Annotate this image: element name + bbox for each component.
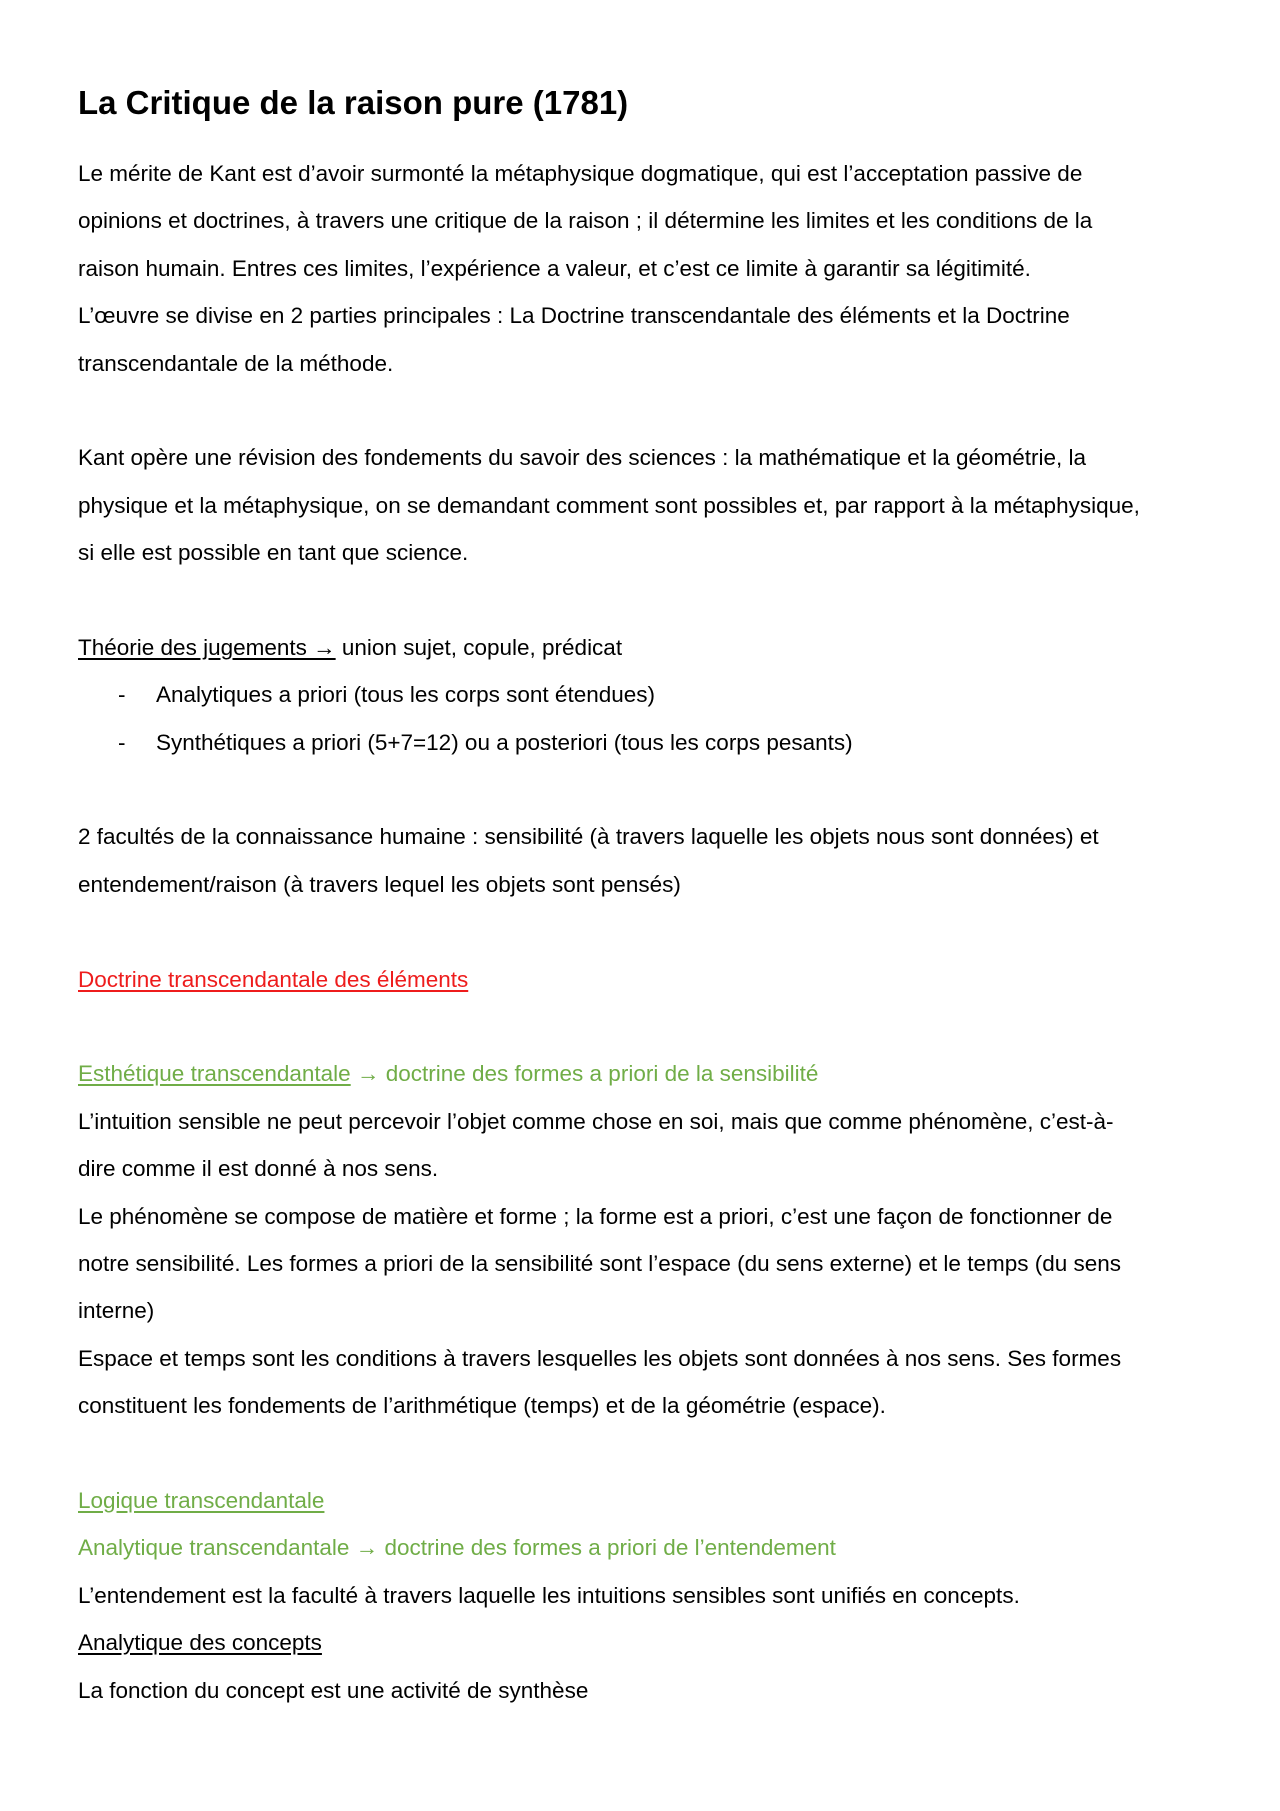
logique-heading: Logique transcendantale — [78, 1487, 325, 1513]
text-line: si elle est possible en tant que science. — [78, 540, 469, 566]
text-line: L’intuition sensible ne peut percevoir l’objet comme chose en soi, mais que comme phénomène, c’est-à- — [78, 1108, 1114, 1134]
text-line: transcendantale de la méthode. — [78, 350, 394, 376]
spacer — [78, 908, 1208, 955]
logique-section — [78, 1477, 1208, 1714]
analytique-heading: Analytique transcendantale → doctrine des formes a priori de l’entendement — [78, 1535, 836, 1561]
spacer — [78, 1003, 1208, 1050]
text-line: raison humain. Entres ces limites, l’expérience a valeur, et c’est ce limite à garantir sa légitimité. — [78, 255, 1031, 281]
bullet-dash: - — [118, 682, 126, 708]
text-line: La fonction du concept est une activité de synthèse — [78, 1677, 589, 1703]
facultes-paragraph — [78, 813, 1208, 908]
text-line: Kant opère une révision des fondements du savoir des sciences : la mathématique et la géométrie, la — [78, 445, 1087, 471]
intro-paragraph — [78, 150, 1208, 387]
concepts-heading: Analytique des concepts — [78, 1630, 322, 1656]
spacer — [78, 766, 1208, 813]
text-line: entendement/raison (à travers lequel les objets sont pensés) — [78, 871, 681, 897]
text-line: notre sensibilité. Les formes a priori de la sensibilité sont l’espace (du sens externe) et le temps (du sens — [78, 1250, 1122, 1276]
text-line: constituent les fondements de l’arithmétique (temps) et de la géométrie (espace). — [78, 1393, 886, 1419]
spacer — [78, 1430, 1208, 1477]
text-line: Le mérite de Kant est d’avoir surmonté la métaphysique dogmatique, qui est l’acceptation passive de — [78, 161, 1083, 186]
text-line: Espace et temps sont les conditions à travers lesquelles les objets sont données à nos sens. Ses formes — [78, 1345, 1122, 1371]
document-page — [78, 78, 1208, 1714]
text-line: L’œuvre se divise en 2 parties principales : La Doctrine transcendantale des éléments et la Doctrine — [78, 303, 1070, 329]
text-line: Le phénomène se compose de matière et forme ; la forme est a priori, c’est une façon de fonctionner de — [78, 1203, 1113, 1229]
theorie-heading-rest: union sujet, copule, prédicat — [335, 634, 623, 660]
list-item-text: Analytiques a priori (tous les corps sont étendues) — [156, 682, 656, 708]
text-line: physique et la métaphysique, on se demandant comment sont possibles et, par rapport à la métaphysique, — [78, 492, 1140, 518]
text-line: 2 facultés de la connaissance humaine : sensibilité (à travers laquelle les objets nous sont données) et — [78, 824, 1099, 850]
text-line: interne) — [78, 1298, 155, 1324]
esthetique-section — [78, 1050, 1208, 1429]
revision-paragraph — [78, 434, 1208, 576]
document-title: La Critique de la raison pure (1781) — [78, 84, 629, 121]
list-item — [78, 719, 1208, 766]
theorie-section — [78, 624, 1208, 766]
text-line: dire comme il est donné à nos sens. — [78, 1156, 439, 1182]
theorie-heading-line — [78, 624, 1208, 671]
list-item-text: Synthétiques a priori (5+7=12) ou a posteriori (tous les corps pesants) — [156, 729, 853, 755]
spacer — [78, 577, 1208, 624]
esthetique-heading: Esthétique transcendantale — [78, 1061, 351, 1087]
esthetique-heading-rest: → doctrine des formes a priori de la sensibilité — [350, 1061, 819, 1087]
doctrine-heading: Doctrine transcendantale des éléments — [78, 966, 469, 992]
text-line: L’entendement est la faculté à travers laquelle les intuitions sensibles sont unifiés en concepts. — [78, 1582, 1020, 1608]
spacer — [78, 387, 1208, 434]
esthetique-heading-line — [78, 1050, 1208, 1097]
theorie-heading: Théorie des jugements → — [78, 634, 336, 660]
bullet-dash: - — [118, 729, 126, 755]
list-item — [78, 671, 1208, 718]
text-line: opinions et doctrines, à travers une critique de la raison ; il détermine les limites et les conditions de la — [78, 208, 1093, 234]
